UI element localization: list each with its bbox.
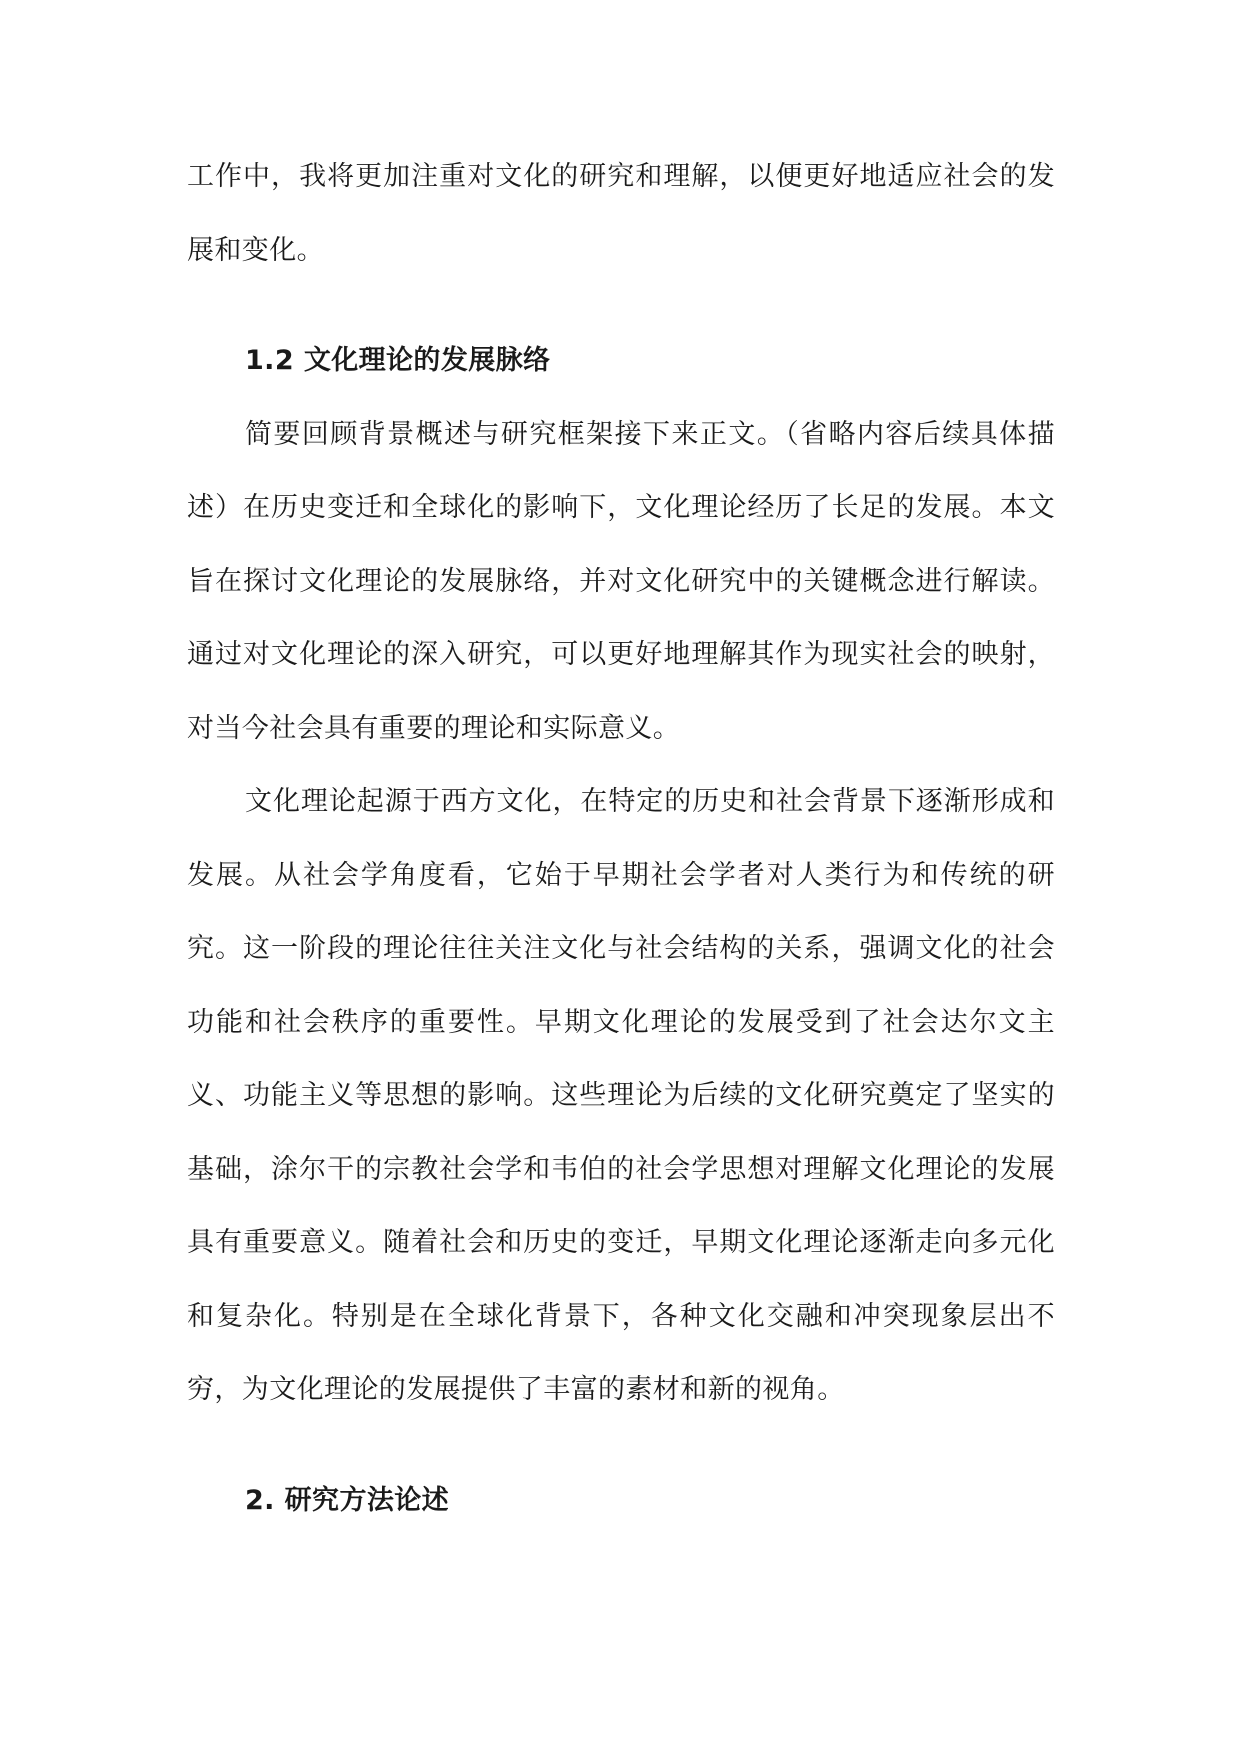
section-heading-2: 2. 研究方法论述 — [245, 1484, 450, 1516]
document-body — [187, 140, 1055, 1537]
paragraph-intro: 简要回顾背景概述与研究框架接下来正文。（省略内容后续具体描述）在历史变迁和全球化的影响下，文化理论经历了长足的发展。本文旨在探讨文化理论的发展脉络，并对文化研究中的关键概念进行解读。通过对文化理论的深入研究，可以更好地理解其作为现实社会的映射，对当今社会具有重要的理论和实际意义。 — [187, 418, 1055, 744]
section-heading-1-2: 1.2 文化理论的发展脉络 — [245, 345, 551, 376]
paragraph-origins: 文化理论起源于西方文化，在特定的历史和社会背景下逐渐形成和发展。从社会学角度看，它始于早期社会学者对人类行为和传统的研究。这一阶段的理论往往关注文化与社会结构的关系，强调文化的社会功能和社会秩序的重要性。早期文化理论的发展受到了社会达尔文主义、功能主义等思想的影响。这些理论为后续的文化研究奠定了坚实的基础，涂尔干的宗教社会学和韦伯的社会学思想对理解文化理论的发展具有重要意义。随着社会和历史的变迁，早期文化理论逐渐走向多元化和复杂化。特别是在全球化背景下，各种文化交融和冲突现象层出不穷，为文化理论的发展提供了丰富的素材和新的视角。 — [187, 786, 1055, 1405]
paragraph-continuation: 工作中，我将更加注重对文化的研究和理解，以便更好地适应社会的发展和变化。 — [187, 161, 1055, 266]
